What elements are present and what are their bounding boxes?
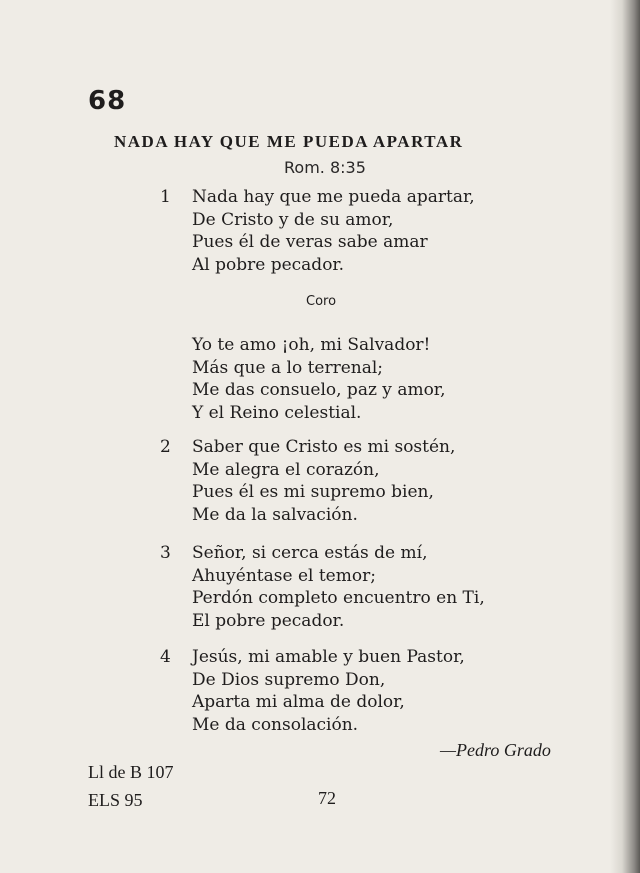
chorus-line: Yo te amo ¡oh, mi Salvador! [192, 335, 431, 355]
stanza-2 [160, 436, 455, 526]
stanza-number: 1 [160, 187, 171, 207]
stanza-3 [160, 542, 485, 632]
stanza-line: Señor, si cerca estás de mí, [192, 543, 428, 563]
stanza-line: Jesús, mi amable y buen Pastor, [192, 647, 465, 667]
stanza-line: Pues él es mi supremo bien, [192, 482, 434, 502]
chorus-line: Más que a lo terrenal; [192, 357, 384, 378]
stanza-line: Me da consolación. [192, 714, 359, 735]
scripture-reference: Rom. 8:35 [284, 158, 366, 177]
stanza-number: 2 [160, 437, 171, 457]
chorus-line: Me das consuelo, paz y amor, [192, 380, 446, 400]
stanza-line: Perdón completo encuentro en Ti, [192, 588, 485, 608]
stanza-line: Me da la salvación. [192, 504, 358, 525]
stanza-line: Aparta mi alma de dolor, [192, 692, 405, 712]
hymn-title: NADA HAY QUE ME PUEDA APARTAR [114, 132, 464, 151]
stanza-4 [160, 646, 465, 736]
footer-reference-1: Ll de B 107 [88, 762, 174, 782]
stanza-line: Ahuyéntase el temor; [192, 565, 376, 586]
stanza-line: Pues él de veras sabe amar [192, 232, 428, 252]
hymn-author: —Pedro Grado [440, 740, 551, 760]
page-number: 72 [318, 788, 336, 808]
chorus-label: Coro [306, 294, 337, 309]
stanza-line: Me alegra el corazón, [192, 459, 380, 480]
stanza-line: De Dios supremo Don, [192, 669, 386, 690]
stanza-line: El pobre pecador. [192, 610, 345, 631]
page-edge-shadow [610, 0, 640, 873]
chorus-line: Y el Reino celestial. [192, 402, 362, 423]
stanza-line: Saber que Cristo es mi sostén, [192, 437, 456, 457]
footer-reference-2: ELS 95 [88, 790, 143, 810]
stanza-line: De Cristo y de su amor, [192, 209, 394, 230]
hymn-number: 68 [88, 86, 127, 116]
chorus [160, 334, 445, 424]
stanza-number: 4 [160, 647, 171, 667]
stanza-line: Nada hay que me pueda apartar, [192, 187, 475, 207]
stanza-line: Al pobre pecador. [192, 254, 345, 275]
stanza-1 [160, 186, 475, 276]
stanza-number: 3 [160, 543, 171, 563]
